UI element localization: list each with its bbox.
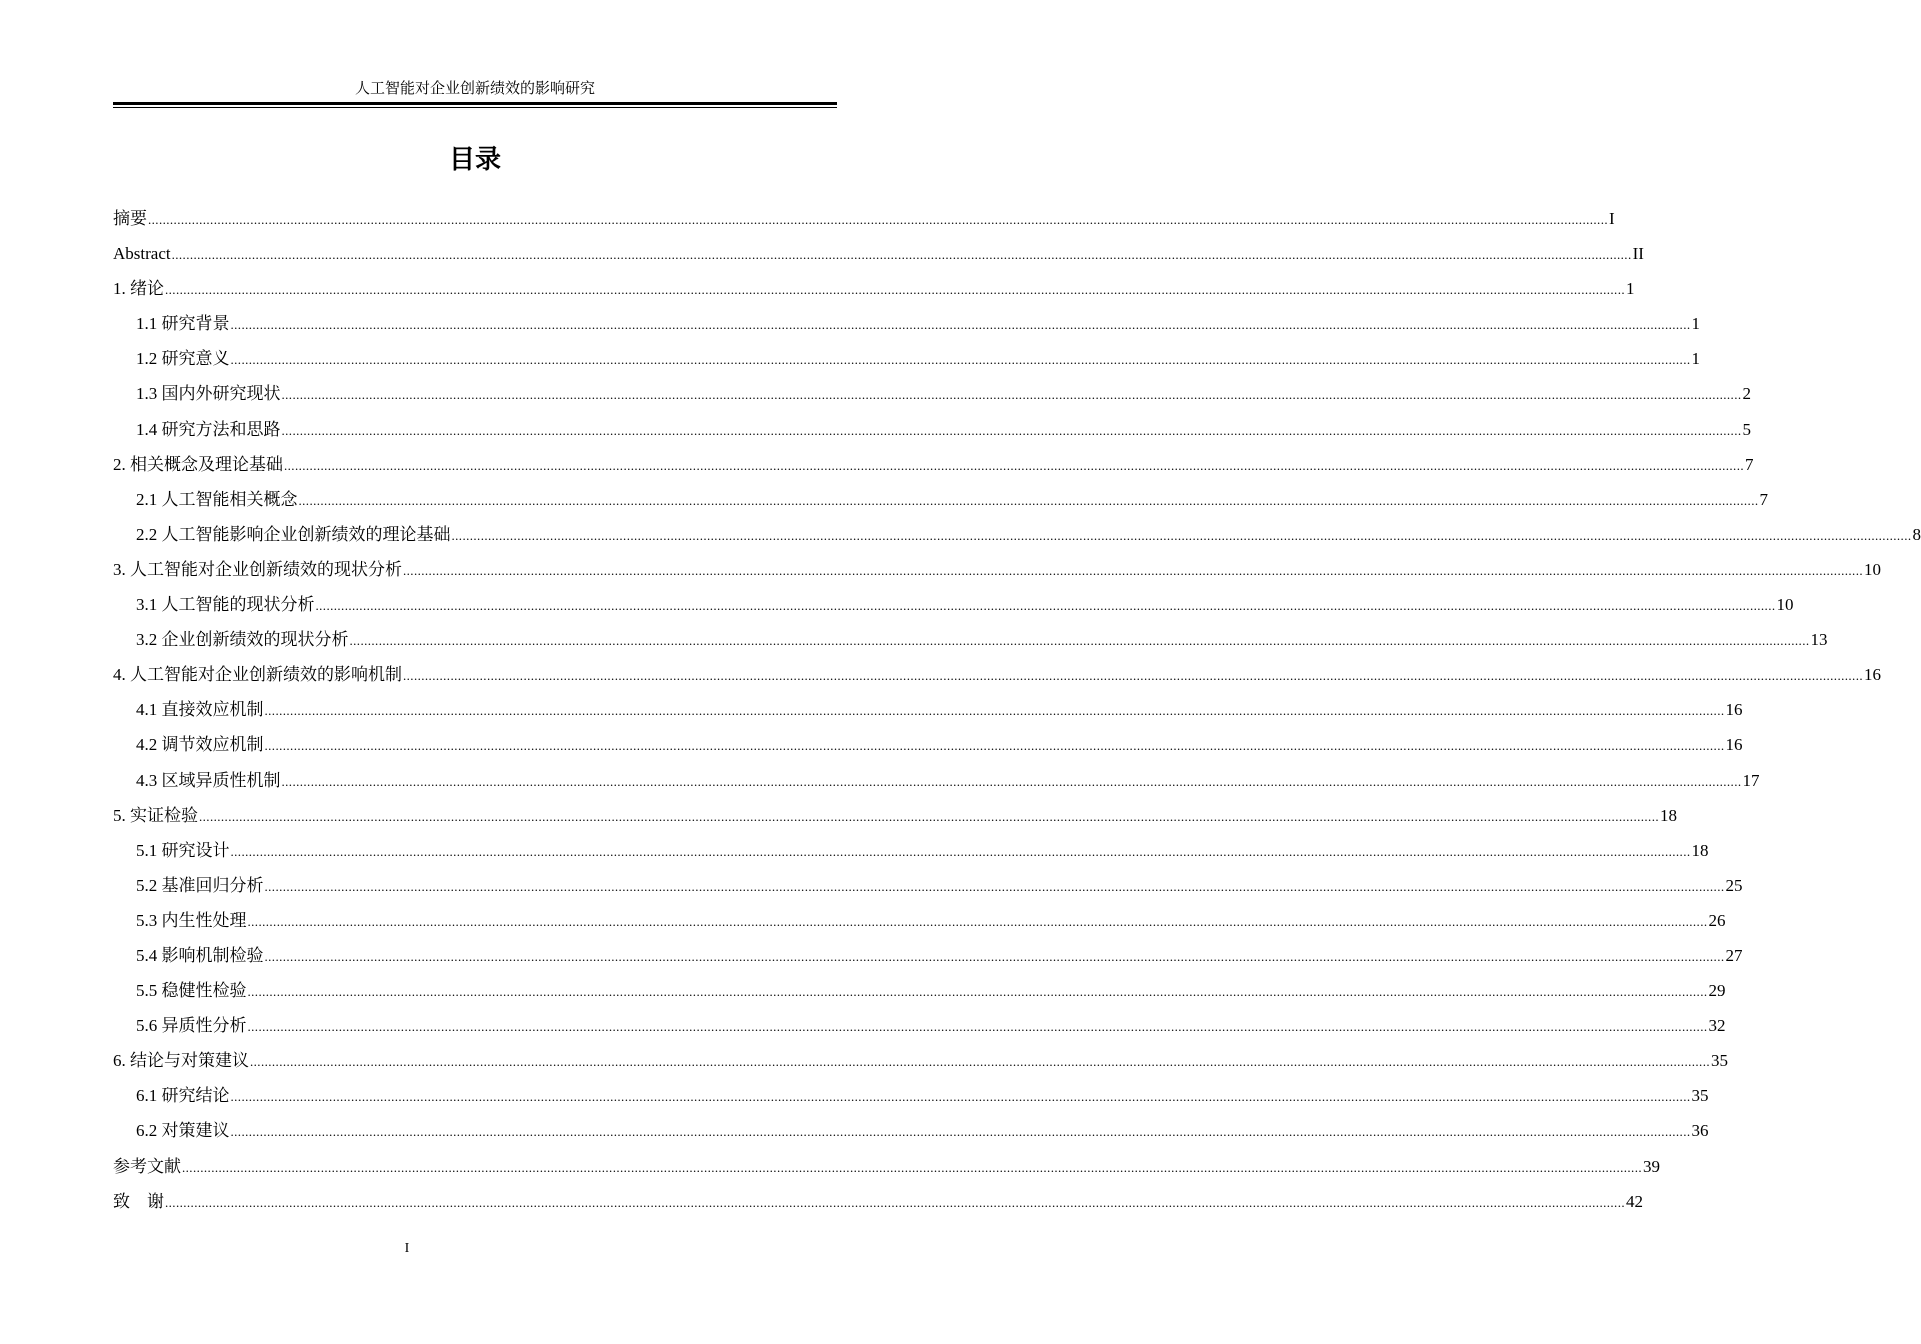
toc-entry-page: 16	[1725, 700, 1743, 720]
toc-entry-page: 39	[1643, 1156, 1660, 1176]
toc-entry-label: 1.2 研究意义	[136, 349, 230, 369]
toc-entry[interactable]	[113, 657, 1881, 692]
toc-entry[interactable]	[113, 201, 1615, 236]
toc-entry[interactable]	[113, 763, 1760, 798]
toc-entry[interactable]	[113, 1078, 1709, 1113]
toc-entry-label: 6.1 研究结论	[136, 1086, 230, 1106]
toc-entry[interactable]	[113, 482, 1768, 517]
toc-title: 目录	[448, 145, 501, 175]
toc-entry-page: 1	[1691, 349, 1700, 369]
toc-dot-leader: ................................................................................................................................................................................................................................................................................................................................................................................................................	[230, 1124, 1691, 1140]
toc-entry-label: 5.6 异质性分析	[136, 1016, 247, 1036]
toc-entry[interactable]	[113, 587, 1794, 622]
toc-dot-leader: ................................................................................................................................................................................................................................................................................................................................................................................................................	[264, 948, 1725, 964]
toc-entry[interactable]	[113, 692, 1743, 727]
toc-dot-leader: ................................................................................................................................................................................................................................................................................................................................................................................................................	[451, 527, 1912, 543]
toc-dot-leader: ................................................................................................................................................................................................................................................................................................................................................................................................................	[284, 457, 1744, 473]
toc-entry-label: 1.1 研究背景	[136, 314, 230, 334]
toc-entry-label: 4. 人工智能对企业创新绩效的影响机制	[113, 665, 402, 685]
toc-dot-leader: ................................................................................................................................................................................................................................................................................................................................................................................................................	[230, 1089, 1691, 1105]
toc-entry-page: 26	[1708, 910, 1726, 930]
toc-entry-page: 5	[1742, 419, 1751, 439]
running-header-title: 人工智能对企业创新绩效的影响研究	[354, 81, 595, 97]
toc-entry-label: 致 谢	[113, 1191, 164, 1211]
toc-dot-leader: ................................................................................................................................................................................................................................................................................................................................................................................................................	[298, 492, 1759, 508]
toc-entry[interactable]	[113, 236, 1644, 271]
toc-entry-page: 36	[1691, 1121, 1709, 1141]
toc-dot-leader: ................................................................................................................................................................................................................................................................................................................................................................................................................	[250, 1054, 1710, 1070]
toc-entry[interactable]	[113, 306, 1700, 341]
toc-entry-label: 1.4 研究方法和思路	[136, 419, 281, 439]
toc-entry-page: 35	[1711, 1051, 1728, 1071]
toc-dot-leader: ................................................................................................................................................................................................................................................................................................................................................................................................................	[281, 773, 1742, 789]
toc-dot-leader: ................................................................................................................................................................................................................................................................................................................................................................................................................	[148, 212, 1608, 227]
toc-entry-page: 16	[1725, 735, 1743, 755]
toc-entry-label: 摘要	[113, 209, 147, 228]
toc-entry-label: 2.1 人工智能相关概念	[136, 489, 298, 509]
toc-entry-label: 4.1 直接效应机制	[136, 700, 264, 720]
toc-entry[interactable]	[113, 341, 1700, 376]
toc-dot-leader: ................................................................................................................................................................................................................................................................................................................................................................................................................	[230, 317, 1691, 333]
toc-entry[interactable]	[113, 1008, 1726, 1043]
toc-dot-leader: ................................................................................................................................................................................................................................................................................................................................................................................................................	[315, 598, 1776, 614]
toc-entry-page: 17	[1742, 770, 1760, 790]
toc-entry[interactable]	[113, 552, 1881, 587]
toc-entry[interactable]	[113, 903, 1726, 938]
toc-dot-leader: ................................................................................................................................................................................................................................................................................................................................................................................................................	[199, 808, 1659, 824]
toc-entry[interactable]	[113, 1184, 1643, 1219]
toc-entry-page: 10	[1776, 595, 1794, 615]
toc-entry-page: 42	[1626, 1191, 1643, 1211]
toc-entry[interactable]	[113, 271, 1635, 306]
toc-entry-page: II	[1632, 244, 1644, 264]
toc-entry[interactable]	[113, 622, 1828, 657]
toc-dot-leader: ................................................................................................................................................................................................................................................................................................................................................................................................................	[281, 387, 1742, 403]
table-of-contents	[113, 201, 1921, 1219]
toc-dot-leader: ................................................................................................................................................................................................................................................................................................................................................................................................................	[165, 282, 1625, 298]
toc-dot-leader: ................................................................................................................................................................................................................................................................................................................................................................................................................	[247, 1019, 1708, 1035]
toc-entry[interactable]	[113, 1149, 1660, 1184]
toc-entry-page: 18	[1691, 840, 1709, 860]
toc-entry-label: 1.3 国内外研究现状	[136, 384, 281, 404]
toc-entry-label: 4.3 区域异质性机制	[136, 770, 281, 790]
toc-dot-leader: ................................................................................................................................................................................................................................................................................................................................................................................................................	[264, 738, 1725, 754]
toc-dot-leader: ................................................................................................................................................................................................................................................................................................................................................................................................................	[165, 1194, 1625, 1210]
toc-dot-leader: ................................................................................................................................................................................................................................................................................................................................................................................................................	[247, 913, 1708, 929]
toc-entry-label: 5.2 基准回归分析	[136, 875, 264, 895]
toc-entry[interactable]	[113, 517, 1921, 552]
toc-entry-label: 5.3 内生性处理	[136, 910, 247, 930]
toc-entry-page: 1	[1691, 314, 1700, 334]
toc-entry-label: 5.1 研究设计	[136, 840, 230, 860]
toc-entry-page: 16	[1864, 665, 1881, 685]
toc-entry-page: 10	[1864, 559, 1881, 579]
toc-dot-leader: ................................................................................................................................................................................................................................................................................................................................................................................................................	[230, 352, 1691, 368]
toc-entry-label: 4.2 调节效应机制	[136, 735, 264, 755]
toc-entry-page: 7	[1759, 489, 1768, 509]
toc-dot-leader: ................................................................................................................................................................................................................................................................................................................................................................................................................	[247, 984, 1708, 1000]
toc-entry[interactable]	[113, 868, 1743, 903]
toc-dot-leader: ................................................................................................................................................................................................................................................................................................................................................................................................................	[349, 633, 1810, 649]
toc-entry[interactable]	[113, 727, 1743, 762]
toc-entry-page: 7	[1745, 454, 1754, 474]
toc-dot-leader: ................................................................................................................................................................................................................................................................................................................................................................................................................	[264, 878, 1725, 894]
toc-entry-page: 29	[1708, 981, 1726, 1001]
footer-page-number: I	[404, 1241, 410, 1256]
toc-entry-page: I	[1609, 209, 1615, 228]
toc-entry-label: 1. 绪论	[113, 279, 164, 299]
toc-entry-page: 8	[1912, 524, 1921, 544]
toc-entry-page: 18	[1660, 805, 1677, 825]
header-rule-thick	[113, 102, 837, 105]
toc-entry[interactable]	[113, 1113, 1709, 1148]
toc-entry-page: 27	[1725, 945, 1743, 965]
toc-dot-leader: ................................................................................................................................................................................................................................................................................................................................................................................................................	[403, 562, 1863, 578]
toc-entry-label: 3. 人工智能对企业创新绩效的现状分析	[113, 559, 402, 579]
toc-entry-page: 25	[1725, 875, 1743, 895]
toc-entry-page: 13	[1810, 630, 1828, 650]
toc-dot-leader: ................................................................................................................................................................................................................................................................................................................................................................................................................	[171, 247, 1632, 263]
toc-entry-page: 1	[1626, 279, 1635, 299]
toc-entry[interactable]	[113, 447, 1754, 482]
toc-entry-label: 5.4 影响机制检验	[136, 945, 264, 965]
toc-entry-label: 5.5 稳健性检验	[136, 981, 247, 1001]
toc-dot-leader: ................................................................................................................................................................................................................................................................................................................................................................................................................	[403, 668, 1863, 684]
toc-entry-page: 2	[1742, 384, 1751, 404]
toc-entry-label: 5. 实证检验	[113, 805, 198, 825]
toc-entry[interactable]	[113, 833, 1709, 868]
toc-entry-page: 32	[1708, 1016, 1726, 1036]
toc-entry[interactable]	[113, 973, 1726, 1008]
toc-entry-label: 2. 相关概念及理论基础	[113, 454, 283, 474]
toc-entry-label: 参考文献	[113, 1156, 181, 1176]
toc-entry[interactable]	[113, 412, 1751, 447]
toc-dot-leader: ................................................................................................................................................................................................................................................................................................................................................................................................................	[264, 703, 1725, 719]
toc-entry-label: 6.2 对策建议	[136, 1121, 230, 1141]
toc-entry-label: Abstract	[113, 244, 171, 264]
toc-entry[interactable]	[113, 376, 1751, 411]
toc-entry-label: 6. 结论与对策建议	[113, 1051, 249, 1071]
toc-entry-page: 35	[1691, 1086, 1709, 1106]
toc-dot-leader: ................................................................................................................................................................................................................................................................................................................................................................................................................	[182, 1159, 1642, 1175]
toc-entry[interactable]	[113, 1043, 1728, 1078]
toc-dot-leader: ................................................................................................................................................................................................................................................................................................................................................................................................................	[281, 422, 1742, 438]
toc-entry[interactable]	[113, 938, 1743, 973]
toc-entry-label: 3.1 人工智能的现状分析	[136, 595, 315, 615]
toc-entry-label: 2.2 人工智能影响企业创新绩效的理论基础	[136, 524, 451, 544]
toc-entry-label: 3.2 企业创新绩效的现状分析	[136, 630, 349, 650]
header-rule-thin	[113, 107, 837, 108]
toc-entry[interactable]	[113, 798, 1677, 833]
toc-dot-leader: ................................................................................................................................................................................................................................................................................................................................................................................................................	[230, 843, 1691, 859]
